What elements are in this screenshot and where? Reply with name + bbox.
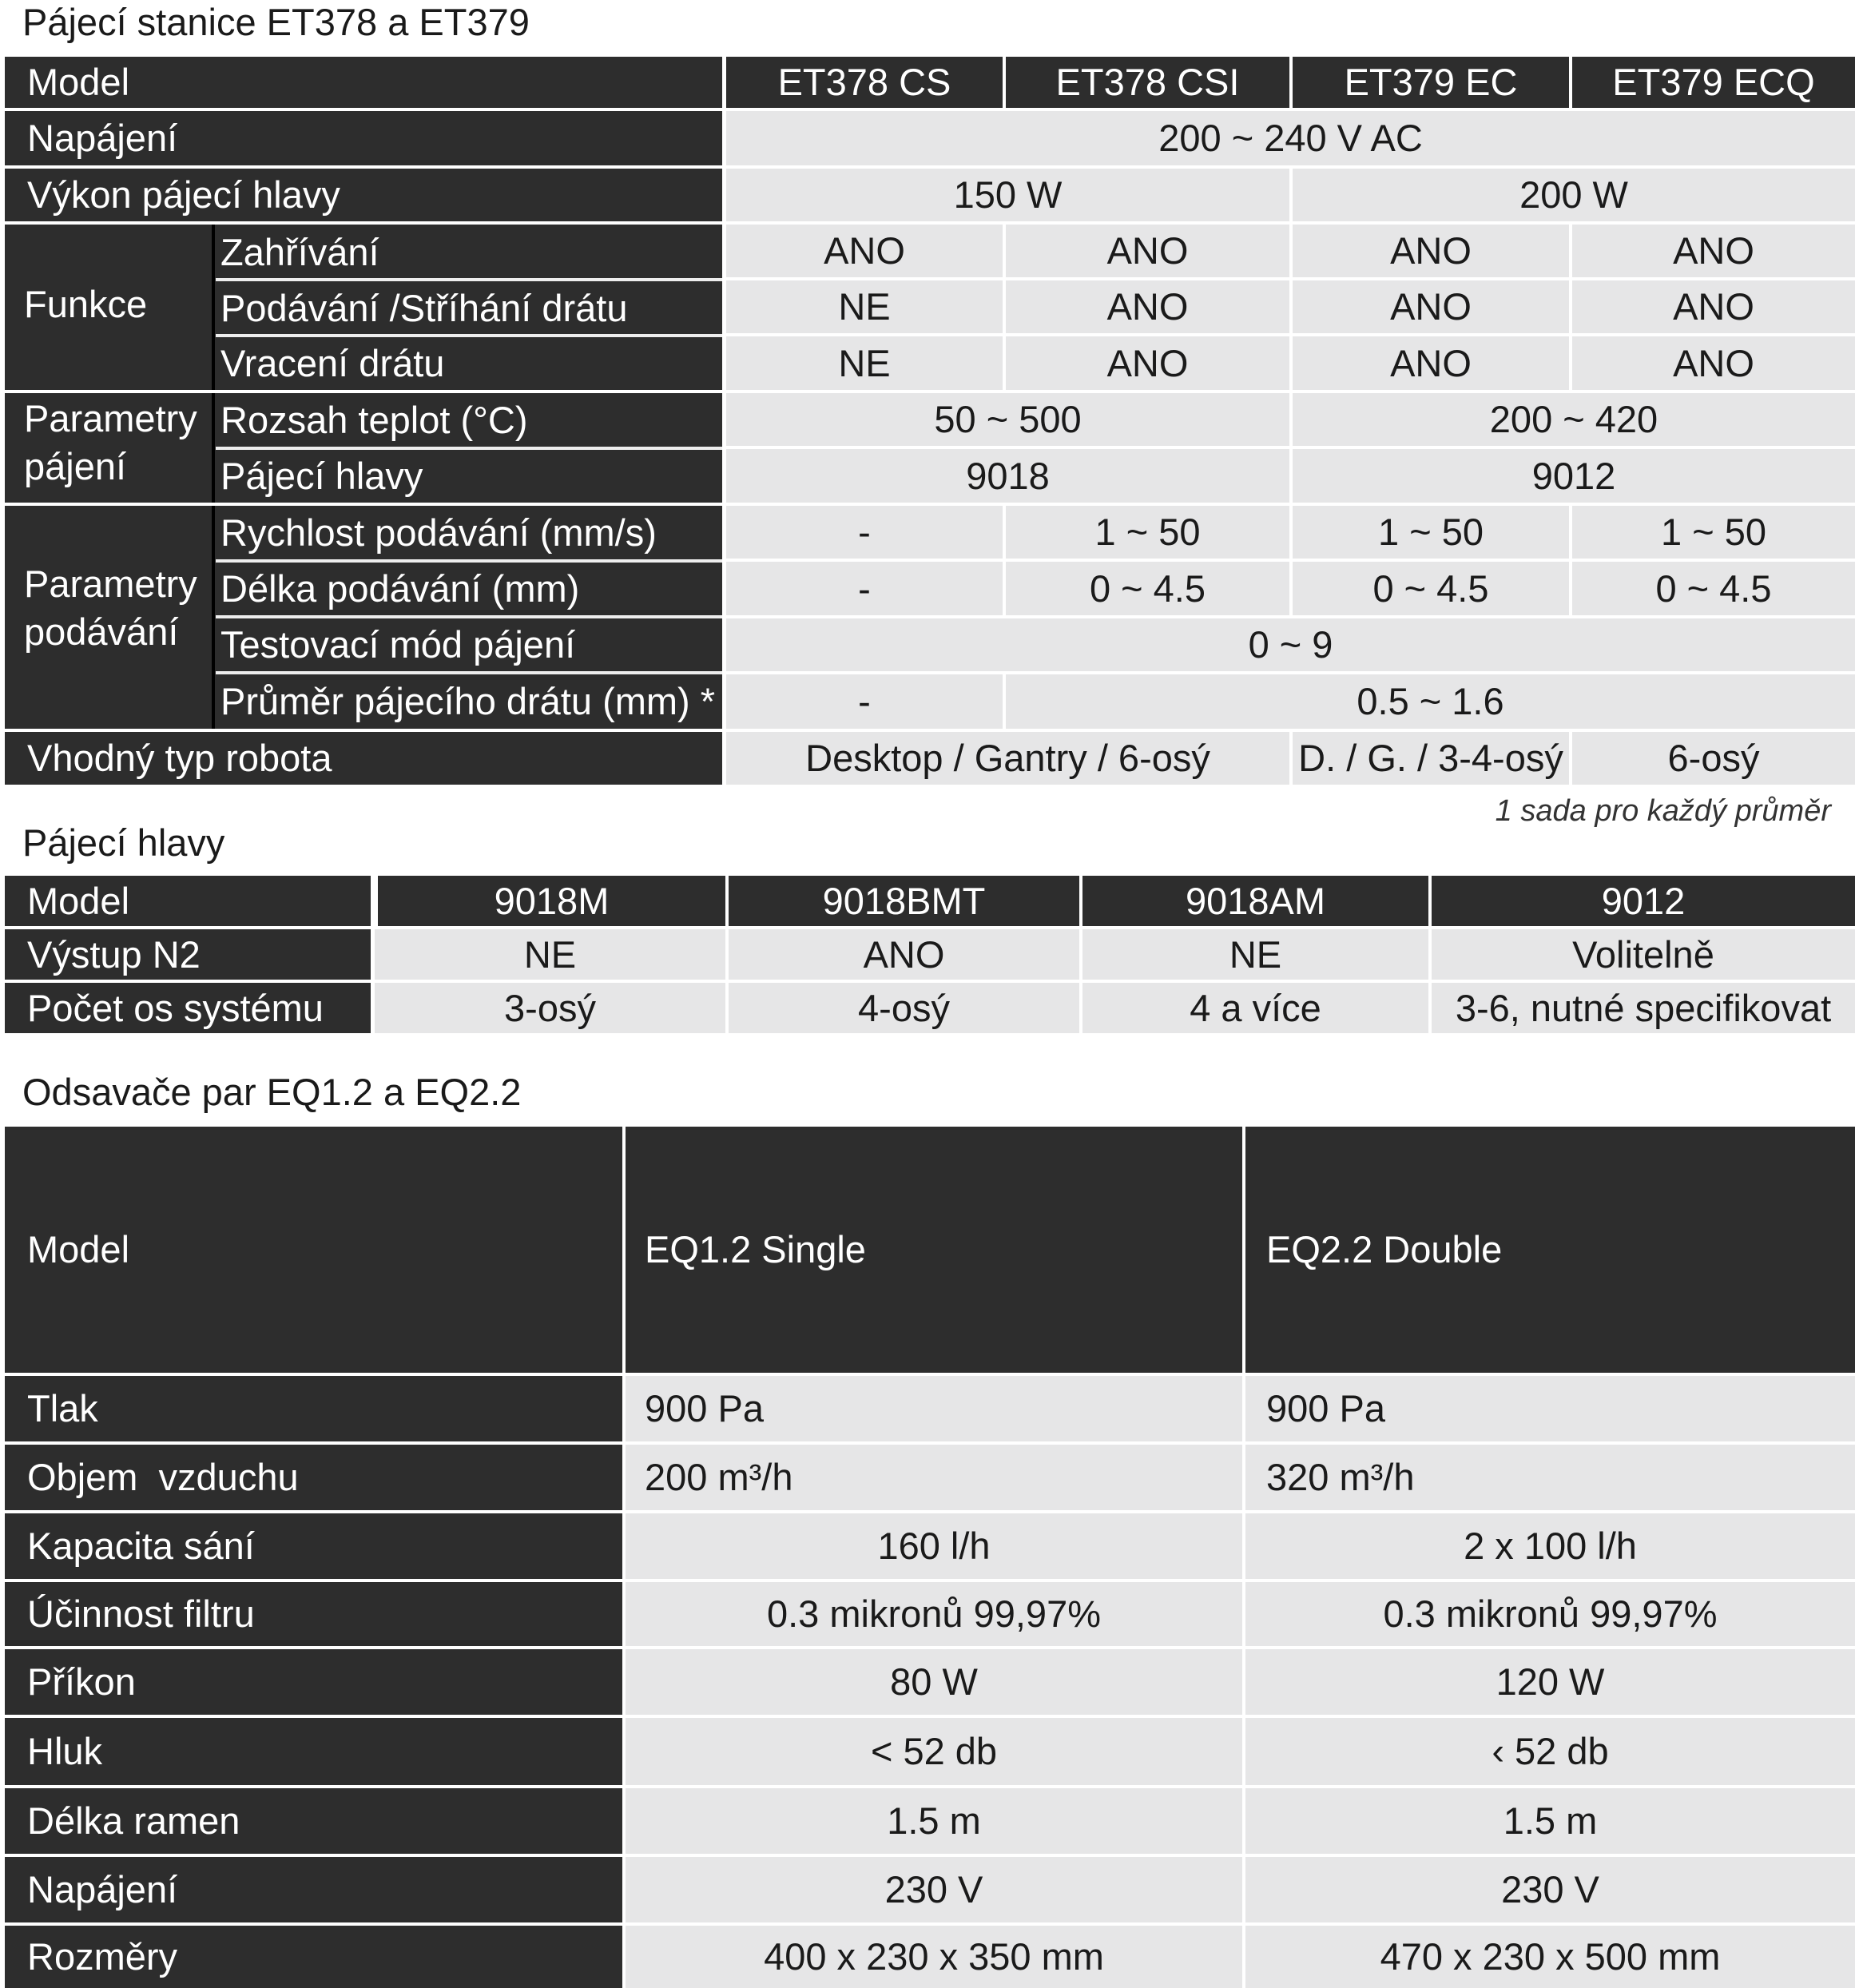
t3-row-a: 1.5 m <box>626 1788 1242 1854</box>
t1-zahrivani-label: Zahřívání <box>220 231 379 273</box>
t1-napajeni-value: 200 ~ 240 V AC <box>726 111 1855 165</box>
t2-model-9018bmt: 9018BMT <box>729 876 1079 926</box>
t1-model-et378cs: ET378 CS <box>726 57 1003 108</box>
t2-n2-v1: NE <box>375 929 725 980</box>
t1-robot-b: D. / G. / 3-4-osý <box>1293 732 1569 785</box>
t1-podavani-v3: ANO <box>1293 280 1569 333</box>
t1-zahrivani-v4: ANO <box>1572 225 1855 277</box>
t1-delka-v2: 0 ~ 4.5 <box>1006 562 1289 615</box>
t1-funkce-sep-2 <box>216 334 722 337</box>
table3-title: Odsavače par EQ1.2 a EQ2.2 <box>22 1071 522 1113</box>
t3-row-a: 80 W <box>626 1649 1242 1715</box>
t1-podavani-v2: ANO <box>1006 280 1289 333</box>
t1-model-et378csi: ET378 CSI <box>1006 57 1289 108</box>
t3-row-label: Účinnost filtru <box>5 1582 622 1646</box>
t1-rozsah-b: 200 ~ 420 <box>1293 393 1855 446</box>
t2-n2-label: Výstup N2 <box>5 929 371 980</box>
t3-row-label: Rozměry <box>5 1926 622 1988</box>
t1-podavani-label: Podávání /Stříhání drátu <box>220 287 628 329</box>
t2-osy-v4: 3-6, nutné specifikovat <box>1432 983 1855 1033</box>
t3-row-a: 0.3 mikronů 99,97% <box>626 1582 1242 1646</box>
t1-prumer-b: 0.5 ~ 1.6 <box>1006 674 1855 729</box>
t3-model-eq12: EQ1.2 Single <box>626 1127 1242 1373</box>
t3-row-label: Délka ramen <box>5 1788 622 1854</box>
t1-rychlost-v3: 1 ~ 50 <box>1293 506 1569 559</box>
t1-robot-c: 6-osý <box>1572 732 1855 785</box>
t1-prumer-label: Průměr pájecího drátu (mm) * <box>220 680 716 722</box>
t3-row-b: ‹ 52 db <box>1245 1718 1855 1785</box>
t1-model-et379ec: ET379 EC <box>1293 57 1569 108</box>
t2-n2-v3: NE <box>1082 929 1428 980</box>
t3-row-a: 230 V <box>626 1857 1242 1922</box>
t3-row-label: Příkon <box>5 1649 622 1715</box>
t1-param-pod-label-2: podávání <box>24 610 179 653</box>
t1-funkce-label: Funkce <box>24 283 148 325</box>
t1-test-label: Testovací mód pájení <box>220 623 576 666</box>
t3-row-label: Objem vzduchu <box>5 1445 622 1510</box>
t1-rozsah-label: Rozsah teplot (°C) <box>220 398 528 441</box>
t3-model-eq22: EQ2.2 Double <box>1245 1127 1855 1373</box>
t3-row-b: 120 W <box>1245 1649 1855 1715</box>
t3-row-a: 200 m³/h <box>626 1445 1242 1510</box>
t2-osy-v2: 4-osý <box>729 983 1079 1033</box>
t1-zahrivani-v2: ANO <box>1006 225 1289 277</box>
t1-param-pod-divider <box>212 506 215 729</box>
t1-zahrivani-v3: ANO <box>1293 225 1569 277</box>
t2-model-label: Model <box>5 876 371 926</box>
t1-podavani-v1: NE <box>726 280 1003 333</box>
t1-test-value: 0 ~ 9 <box>726 618 1855 671</box>
t1-rychlost-v1: - <box>726 506 1003 559</box>
t1-prumer-a: - <box>726 674 1003 729</box>
t2-osy-label: Počet os systému <box>5 983 371 1033</box>
t1-param-pajeni-label-2: pájení <box>24 445 127 487</box>
t2-model-9012: 9012 <box>1432 876 1855 926</box>
t3-row-label: Hluk <box>5 1718 622 1785</box>
t1-delka-v3: 0 ~ 4.5 <box>1293 562 1569 615</box>
t1-hlavy-a: 9018 <box>726 449 1289 503</box>
t2-header-gap <box>371 876 375 926</box>
t2-n2-v4: Volitelně <box>1432 929 1855 980</box>
table1-title: Pájecí stanice ET378 a ET379 <box>22 1 530 43</box>
t1-vraceni-label: Vracení drátu <box>220 341 445 384</box>
t1-podavani-v4: ANO <box>1572 280 1855 333</box>
t1-hlavy-label: Pájecí hlavy <box>220 455 423 497</box>
t3-row-label: Tlak <box>5 1376 622 1441</box>
t2-model-9018am: 9018AM <box>1082 876 1428 926</box>
t1-param-pajeni-divider <box>212 393 215 503</box>
t1-delka-label: Délka podávání (mm) <box>220 567 580 610</box>
t1-funkce-sep-1 <box>216 278 722 281</box>
t1-delka-v1: - <box>726 562 1003 615</box>
t3-row-b: 2 x 100 l/h <box>1245 1513 1855 1579</box>
t3-row-b: 230 V <box>1245 1857 1855 1922</box>
t1-rychlost-label: Rychlost podávání (mm/s) <box>220 511 657 554</box>
t1-robot-a: Desktop / Gantry / 6-osý <box>726 732 1289 785</box>
t3-model-label: Model <box>5 1127 622 1373</box>
t1-robot-label: Vhodný typ robota <box>5 732 722 785</box>
t2-osy-v1: 3-osý <box>375 983 725 1033</box>
t3-row-b: 470 x 230 x 500 mm <box>1245 1926 1855 1988</box>
t1-vraceni-v2: ANO <box>1006 336 1289 390</box>
t1-param-pajeni-label-1: Parametry <box>24 397 197 439</box>
t3-row-b: 0.3 mikronů 99,97% <box>1245 1582 1855 1646</box>
t2-osy-v3: 4 a více <box>1082 983 1428 1033</box>
t1-rozsah-a: 50 ~ 500 <box>726 393 1289 446</box>
t3-row-a: < 52 db <box>626 1718 1242 1785</box>
t1-vraceni-v4: ANO <box>1572 336 1855 390</box>
t1-hlavy-b: 9012 <box>1293 449 1855 503</box>
t1-napajeni-label: Napájení <box>5 111 722 165</box>
t1-funkce-divider <box>212 225 215 390</box>
t2-model-9018m: 9018M <box>378 876 725 926</box>
t1-vraceni-v3: ANO <box>1293 336 1569 390</box>
t3-row-label: Kapacita sání <box>5 1513 622 1579</box>
t1-model-label: Model <box>5 57 722 108</box>
t2-n2-v2: ANO <box>729 929 1079 980</box>
t1-param-pod-label-1: Parametry <box>24 563 197 605</box>
t3-row-b: 320 m³/h <box>1245 1445 1855 1510</box>
t1-zahrivani-v1: ANO <box>726 225 1003 277</box>
t1-model-et379ecq: ET379 ECQ <box>1572 57 1855 108</box>
t1-vykon-label: Výkon pájecí hlavy <box>5 169 722 221</box>
t1-rychlost-v4: 1 ~ 50 <box>1572 506 1855 559</box>
t3-row-a: 900 Pa <box>626 1376 1242 1441</box>
t1-delka-v4: 0 ~ 4.5 <box>1572 562 1855 615</box>
table2-title: Pájecí hlavy <box>22 821 225 864</box>
t3-row-b: 900 Pa <box>1245 1376 1855 1441</box>
t3-row-a: 160 l/h <box>626 1513 1242 1579</box>
t3-row-a: 400 x 230 x 350 mm <box>626 1926 1242 1988</box>
t1-vykon-150: 150 W <box>726 169 1289 221</box>
t1-rychlost-v2: 1 ~ 50 <box>1006 506 1289 559</box>
t3-row-b: 1.5 m <box>1245 1788 1855 1854</box>
t1-footnote: 1 sada pro každý průměr <box>1495 794 1831 828</box>
t1-vykon-200: 200 W <box>1293 169 1855 221</box>
t3-row-label: Napájení <box>5 1857 622 1922</box>
t1-vraceni-v1: NE <box>726 336 1003 390</box>
